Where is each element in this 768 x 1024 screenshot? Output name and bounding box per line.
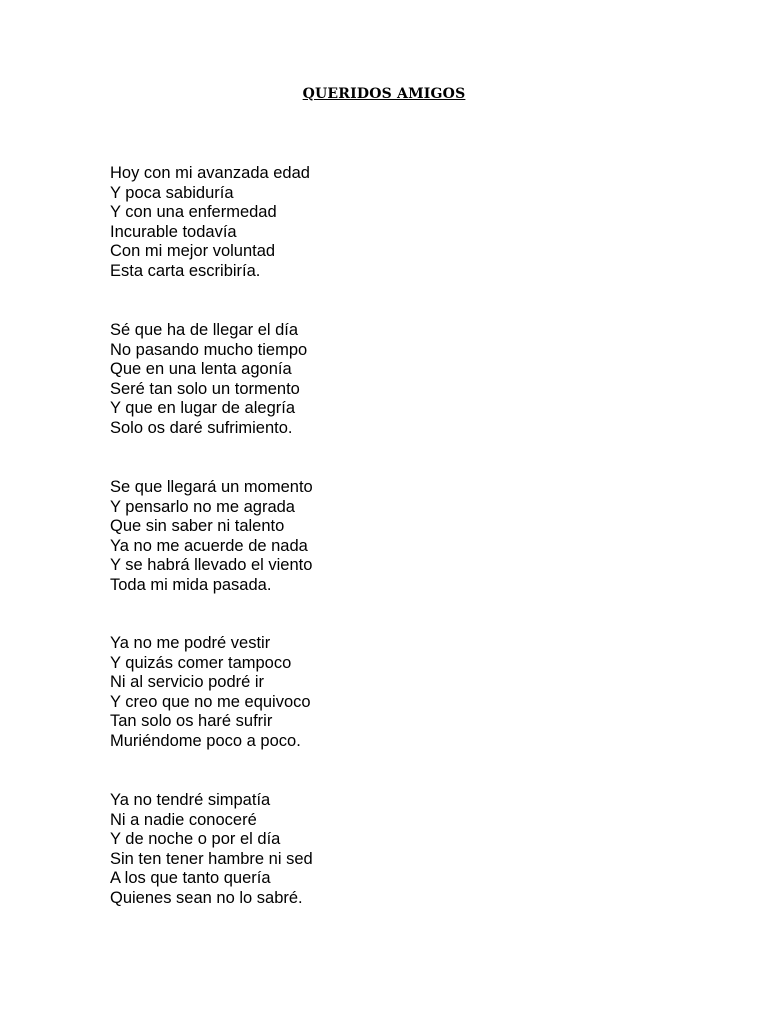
- verse-line: Sin ten tener hambre ni sed: [110, 849, 313, 868]
- verse-line: Ya no tendré simpatía: [110, 791, 271, 809]
- verse-line: Y se habrá llevado el viento: [110, 556, 313, 575]
- verse-line: No pasando mucho tiempo: [110, 340, 308, 359]
- verse-line: Muriéndome poco a poco.: [110, 731, 301, 750]
- verse-line: Ni a nadie conoceré: [110, 810, 257, 829]
- verse-line: Y pensarlo no me agrada: [110, 497, 295, 516]
- verse-line: Y quizás comer tampoco: [110, 653, 292, 672]
- verse-line: Ni al servicio podré ir: [110, 673, 265, 692]
- verse-line: Se que llegará un momento: [110, 478, 313, 496]
- verse-line: Y con una enfermedad: [110, 203, 277, 222]
- verse-line: Toda mi mida pasada.: [110, 575, 272, 594]
- verse-line: Que en una lenta agonía: [110, 360, 292, 379]
- verse-line: Ya no me podré vestir: [110, 634, 271, 652]
- stanza: [110, 164, 710, 282]
- verse-line: Y de noche o por el día: [110, 830, 281, 849]
- verse-line: Incurable todavía: [110, 222, 237, 241]
- verse-line: Que sin saber ni talento: [110, 517, 285, 536]
- verse-line: Tan solo os haré sufrir: [110, 712, 273, 731]
- verse-line: Solo os daré sufrimiento.: [110, 418, 293, 437]
- verse-line: Ya no me acuerde de nada: [110, 536, 308, 555]
- verse-line: Y poca sabiduría: [110, 183, 234, 202]
- verse-line: Y creo que no me equivoco: [110, 692, 311, 711]
- verse-line: Quienes sean no lo sabré.: [110, 888, 303, 907]
- verse-line: A los que tanto quería: [110, 869, 271, 888]
- verse-line: Esta carta escribiría.: [110, 261, 261, 280]
- verse-line: Sé que ha de llegar el día: [110, 321, 299, 339]
- stanza: [110, 478, 710, 596]
- verse-line: Hoy con mi avanzada edad: [110, 164, 310, 182]
- verse-line: Con mi mejor voluntad: [110, 242, 276, 261]
- stanza: [110, 791, 710, 909]
- stanza: [110, 321, 710, 439]
- stanza: [110, 634, 710, 752]
- verse-line: Y que en lugar de alegría: [110, 399, 296, 418]
- verse-line: Seré tan solo un tormento: [110, 379, 300, 398]
- page-title: QUERIDOS AMIGOS: [302, 86, 466, 102]
